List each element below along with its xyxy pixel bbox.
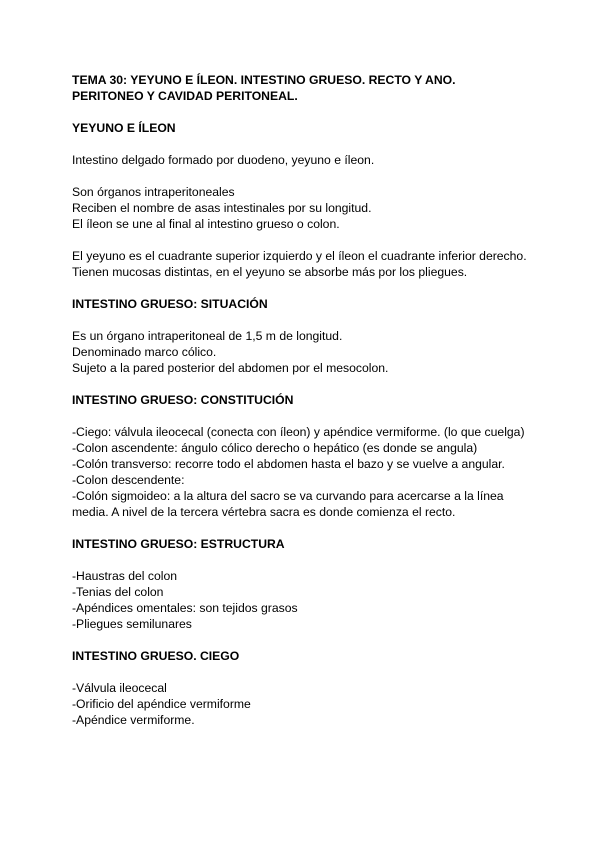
text-line: -Ciego: válvula ileocecal (conecta con íleon) y apéndice vermiforme. (lo que cuelga) [72,425,525,439]
paragraph [72,328,542,376]
text-line: -Haustras del colon [72,569,177,583]
text-line: -Apéndice vermiforme. [72,713,195,727]
text-line: -Colón sigmoideo: a la altura del sacro se va curvando para acercarse a la línea [72,489,504,503]
text-line: -Colon ascendente: ángulo cólico derecho o hepático (es donde se angula) [72,441,478,455]
section-heading: INTESTINO GRUESO: CONSTITUCIÓN [72,393,294,407]
text-line: -Pliegues semilunares [72,617,192,631]
text-line: media. A nivel de la tercera vértebra sacra es donde comienza el recto. [72,505,456,519]
paragraph [72,568,542,632]
section-heading: INTESTINO GRUESO: SITUACIÓN [72,297,268,311]
section-heading: INTESTINO GRUESO. CIEGO [72,649,240,663]
text-line: -Colón transverso: recorre todo el abdomen hasta el bazo y se vuelve a angular. [72,457,505,471]
title-line: TEMA 30: YEYUNO E ÍLEON. INTESTINO GRUESO. RECTO Y ANO. [72,73,456,87]
text-line: -Apéndices omentales: son tejidos grasos [72,601,298,615]
text-line: Intestino delgado formado por duodeno, yeyuno e íleon. [72,153,375,167]
text-line: -Colon descendente: [72,473,185,487]
text-line: Tienen mucosas distintas, en el yeyuno se absorbe más por los pliegues. [72,265,468,279]
text-line: Denominado marco cólico. [72,345,217,359]
text-line: Sujeto a la pared posterior del abdomen por el mesocolon. [72,361,389,375]
text-line: El yeyuno es el cuadrante superior izquierdo y el íleon el cuadrante inferior derecho. [72,249,527,263]
section-heading: YEYUNO E ÍLEON [72,121,176,135]
paragraph [72,248,542,280]
document-title [72,72,542,104]
document-page [72,72,542,728]
section-heading: INTESTINO GRUESO: ESTRUCTURA [72,537,285,551]
section-situacion [72,296,542,376]
paragraph [72,680,542,728]
text-line: Es un órgano intraperitoneal de 1,5 m de longitud. [72,329,343,343]
paragraph [72,152,542,168]
paragraph [72,424,542,520]
text-line: Son órganos intraperitoneales [72,185,235,199]
text-line: Reciben el nombre de asas intestinales por su longitud. [72,201,372,215]
section-ciego [72,648,542,728]
section-yeyuno-ileon [72,120,542,280]
paragraph [72,184,542,232]
section-constitucion [72,392,542,520]
text-line: -Válvula ileocecal [72,681,167,695]
text-line: -Tenias del colon [72,585,164,599]
title-line: PERITONEO Y CAVIDAD PERITONEAL. [72,89,298,103]
section-estructura [72,536,542,632]
text-line: -Orificio del apéndice vermiforme [72,697,251,711]
text-line: El íleon se une al final al intestino grueso o colon. [72,217,340,231]
